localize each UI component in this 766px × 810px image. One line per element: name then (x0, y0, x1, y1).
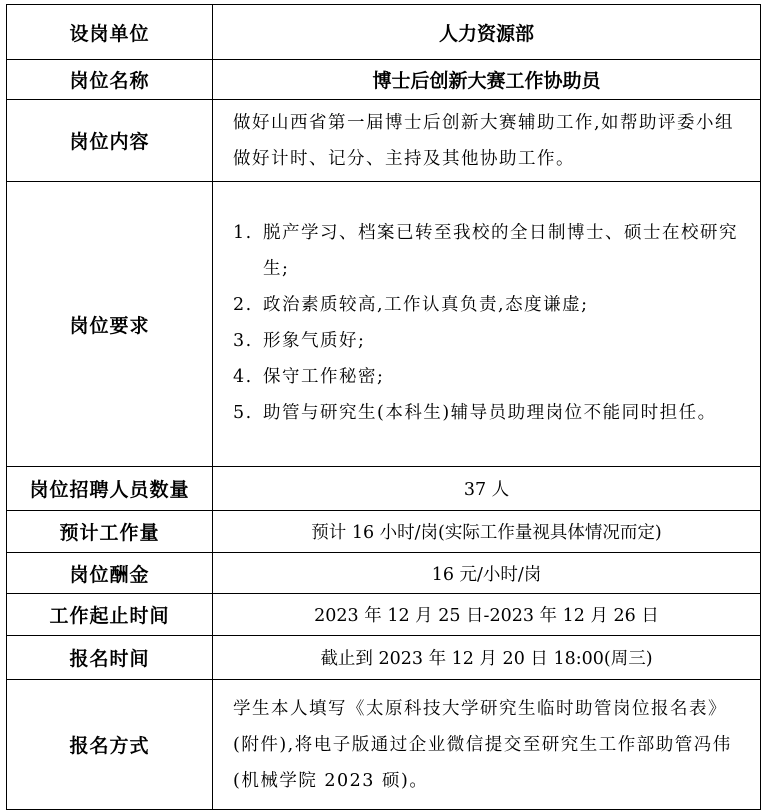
list-item-number: 2. (233, 295, 253, 315)
list-item-number: 1. (233, 223, 253, 243)
list-item-number: 4. (233, 367, 253, 387)
row-requirements (7, 182, 761, 467)
signup-time-label: 报名时间 (7, 636, 213, 680)
row-signup-time (7, 636, 761, 680)
list-item (233, 395, 750, 431)
headcount-label: 岗位招聘人员数量 (7, 467, 213, 511)
period-label: 工作起止时间 (7, 594, 213, 636)
unit-value: 人力资源部 (213, 5, 761, 60)
list-item-number: 3. (233, 331, 253, 351)
job-posting-table (6, 4, 761, 810)
list-item-text: 助管与研究生(本科生)辅导员助理岗位不能同时担任。 (263, 403, 717, 423)
unit-label: 设岗单位 (7, 5, 213, 60)
list-item (233, 287, 750, 323)
signup-time-value: 截止到 2023 年 12 月 20 日 18:00(周三) (213, 636, 761, 680)
row-signup-method (7, 680, 761, 810)
row-workload (7, 511, 761, 553)
position-name-value: 博士后创新大赛工作协助员 (213, 60, 761, 100)
list-item-text: 脱产学习、档案已转至我校的全日制博士、硕士在校研究生; (263, 223, 738, 279)
signup-method-label: 报名方式 (7, 680, 213, 810)
content-label: 岗位内容 (7, 100, 213, 182)
list-item-number: 5. (233, 403, 253, 423)
workload-value: 预计 16 小时/岗(实际工作量视具体情况而定) (213, 511, 761, 553)
row-position-name (7, 60, 761, 100)
list-item-text: 保守工作秘密; (263, 367, 385, 387)
row-headcount (7, 467, 761, 511)
requirements-list (213, 209, 760, 439)
row-content (7, 100, 761, 182)
signup-method-value: 学生本人填写《太原科技大学研究生临时助管岗位报名表》(附件),将电子版通过企业微信提交至研究生工作部助管冯伟(机械学院 2023 硕)。 (233, 698, 732, 791)
list-item-text: 政治素质较高,工作认真负责,态度谦虚; (263, 295, 589, 315)
list-item (233, 359, 750, 395)
list-item (233, 215, 750, 287)
workload-label: 预计工作量 (7, 511, 213, 553)
position-name-label: 岗位名称 (7, 60, 213, 100)
list-item-text: 形象气质好; (263, 331, 366, 351)
row-pay (7, 553, 761, 594)
pay-value: 16 元/小时/岗 (213, 553, 761, 594)
pay-label: 岗位酬金 (7, 553, 213, 594)
row-period (7, 594, 761, 636)
period-value: 2023 年 12 月 25 日-2023 年 12 月 26 日 (213, 594, 761, 636)
requirements-label: 岗位要求 (7, 182, 213, 467)
list-item (233, 323, 750, 359)
content-value: 做好山西省第一届博士后创新大赛辅助工作,如帮助评委小组做好计时、记分、主持及其他协助工作。 (233, 112, 735, 169)
row-unit (7, 5, 761, 60)
headcount-value: 37 人 (213, 467, 761, 511)
